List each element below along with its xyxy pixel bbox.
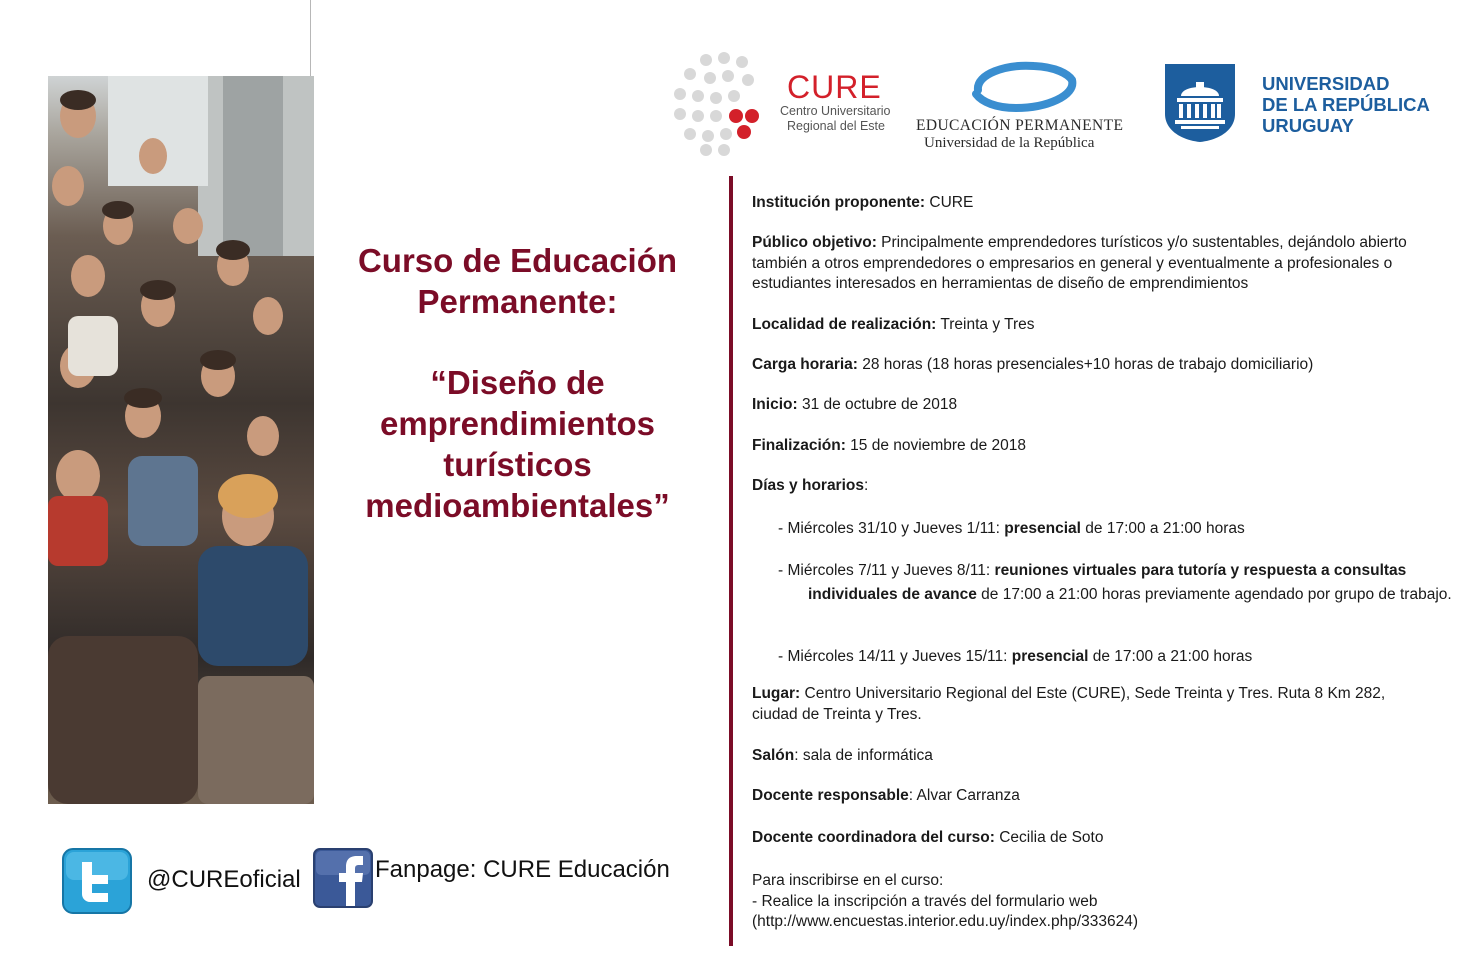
udelar-name-line1: UNIVERSIDAD (1262, 73, 1390, 94)
inicio-label: Inicio: (752, 396, 798, 413)
inscripcion-block (752, 871, 1452, 933)
schedule-item-dates: - Miércoles 31/10 y Jueves 1/11: (778, 520, 1005, 537)
udelar-name-line3: URUGUAY (1262, 115, 1354, 136)
facebook-fanpage-label[interactable]: Fanpage: CURE Educación (375, 856, 670, 883)
publico-value: Principalmente emprendedores turísticos y/o sustentables, dejándolo abierto también a otros emprendedores o empresarios en general y eventualmente a profesionales o estudiantes interesados en herramientas de diseño de emprendimientos (752, 234, 1407, 292)
udelar-name (1262, 73, 1430, 136)
salon-value: : sala de informática (794, 747, 933, 764)
inicio-row (752, 395, 1452, 416)
coordinadora-row (752, 828, 1452, 849)
facebook-icon[interactable] (313, 848, 373, 908)
cure-logo-name: CURE (787, 69, 882, 105)
schedule-item (778, 519, 1448, 540)
header-rule (310, 0, 311, 76)
carga-label: Carga horaria: (752, 356, 858, 373)
institucion-value: CURE (925, 194, 974, 211)
docente-row (752, 786, 1452, 807)
cure-logo-subtitle-line1: Centro Universitario (780, 104, 891, 118)
course-title-line2: “Diseño de emprendimientos turísticos medioambientales” (365, 364, 670, 524)
localidad-value: Treinta y Tres (936, 316, 1035, 333)
carga-row (752, 355, 1452, 376)
dias-colon: : (864, 477, 869, 494)
docente-label: Docente responsable (752, 787, 909, 804)
carga-value: 28 horas (18 horas presenciales+10 horas de trabajo domiciliario) (857, 356, 1314, 373)
educacion-permanente-subtitle: Universidad de la República (924, 135, 1095, 151)
schedule-item-hours: de 17:00 a 21:00 horas (1080, 520, 1245, 537)
publico-row (752, 233, 1452, 295)
finalizacion-label: Finalización: (752, 437, 846, 454)
lugar-row (752, 684, 1432, 725)
salon-label: Salón (752, 747, 795, 764)
schedule-item-dates: - Miércoles 14/11 y Jueves 15/11: (778, 648, 1012, 665)
localidad-label: Localidad de realización: (752, 316, 937, 333)
schedule-item (778, 647, 1448, 668)
localidad-row (752, 315, 1452, 336)
twitter-icon[interactable] (62, 848, 132, 914)
institucion-row (752, 193, 1452, 214)
salon-row (752, 746, 1452, 767)
udelar-name-line2: DE LA REPÚBLICA (1262, 94, 1430, 115)
cure-logo-subtitle-line2: Regional del Este (787, 119, 885, 133)
institucion-label: Institución proponente: (752, 194, 926, 211)
coordinadora-label: Docente coordinadora del curso: (752, 829, 995, 846)
schedule-item-mode: presencial (1011, 648, 1089, 665)
twitter-handle[interactable]: @CUREoficial (147, 866, 301, 893)
cure-logo-subtitle (780, 104, 890, 134)
schedule-item-mode: reuniones virtuales para tutoría y respuesta a consultas individuales de avance (808, 562, 1407, 603)
lugar-label: Lugar: (752, 685, 801, 702)
coordinadora-value: Cecilia de Soto (994, 829, 1104, 846)
publico-label: Público objetivo: (752, 234, 877, 251)
schedule-item-dates: - Miércoles 7/11 y Jueves 8/11: (778, 562, 995, 579)
course-title (330, 240, 705, 526)
schedule-item (778, 559, 1458, 607)
dias-row (752, 476, 1452, 497)
finalizacion-value: 15 de noviembre de 2018 (845, 437, 1026, 454)
docente-value: : Alvar Carranza (908, 787, 1020, 804)
lugar-value: Centro Universitario Regional del Este (CURE), Sede Treinta y Tres. Ruta 8 Km 282, ciudad de Treinta y Tres. (752, 685, 1386, 723)
dias-label: Días y horarios (752, 477, 864, 494)
inicio-value: 31 de octubre de 2018 (797, 396, 958, 413)
course-title-line1: Curso de Educación Permanente: (357, 242, 678, 320)
udelar-shield-icon (1163, 62, 1237, 144)
schedule-item-hours: de 17:00 a 21:00 horas previamente agendado por grupo de trabajo. (976, 586, 1452, 603)
educacion-permanente-name: EDUCACIÓN PERMANENTE (916, 117, 1124, 134)
inscripcion-url[interactable]: (http://www.encuestas.interior.edu.uy/index.php/333624) (752, 913, 1139, 930)
inscripcion-line1: Para inscribirse en el curso: (752, 872, 944, 889)
audience-photo (48, 76, 314, 804)
schedule-item-hours: de 17:00 a 21:00 horas (1088, 648, 1253, 665)
inscripcion-line2: - Realice la inscripción a través del formulario web (752, 892, 1098, 910)
finalizacion-row (752, 436, 1452, 457)
vertical-divider (729, 176, 733, 946)
schedule-item-mode: presencial (1004, 520, 1081, 537)
